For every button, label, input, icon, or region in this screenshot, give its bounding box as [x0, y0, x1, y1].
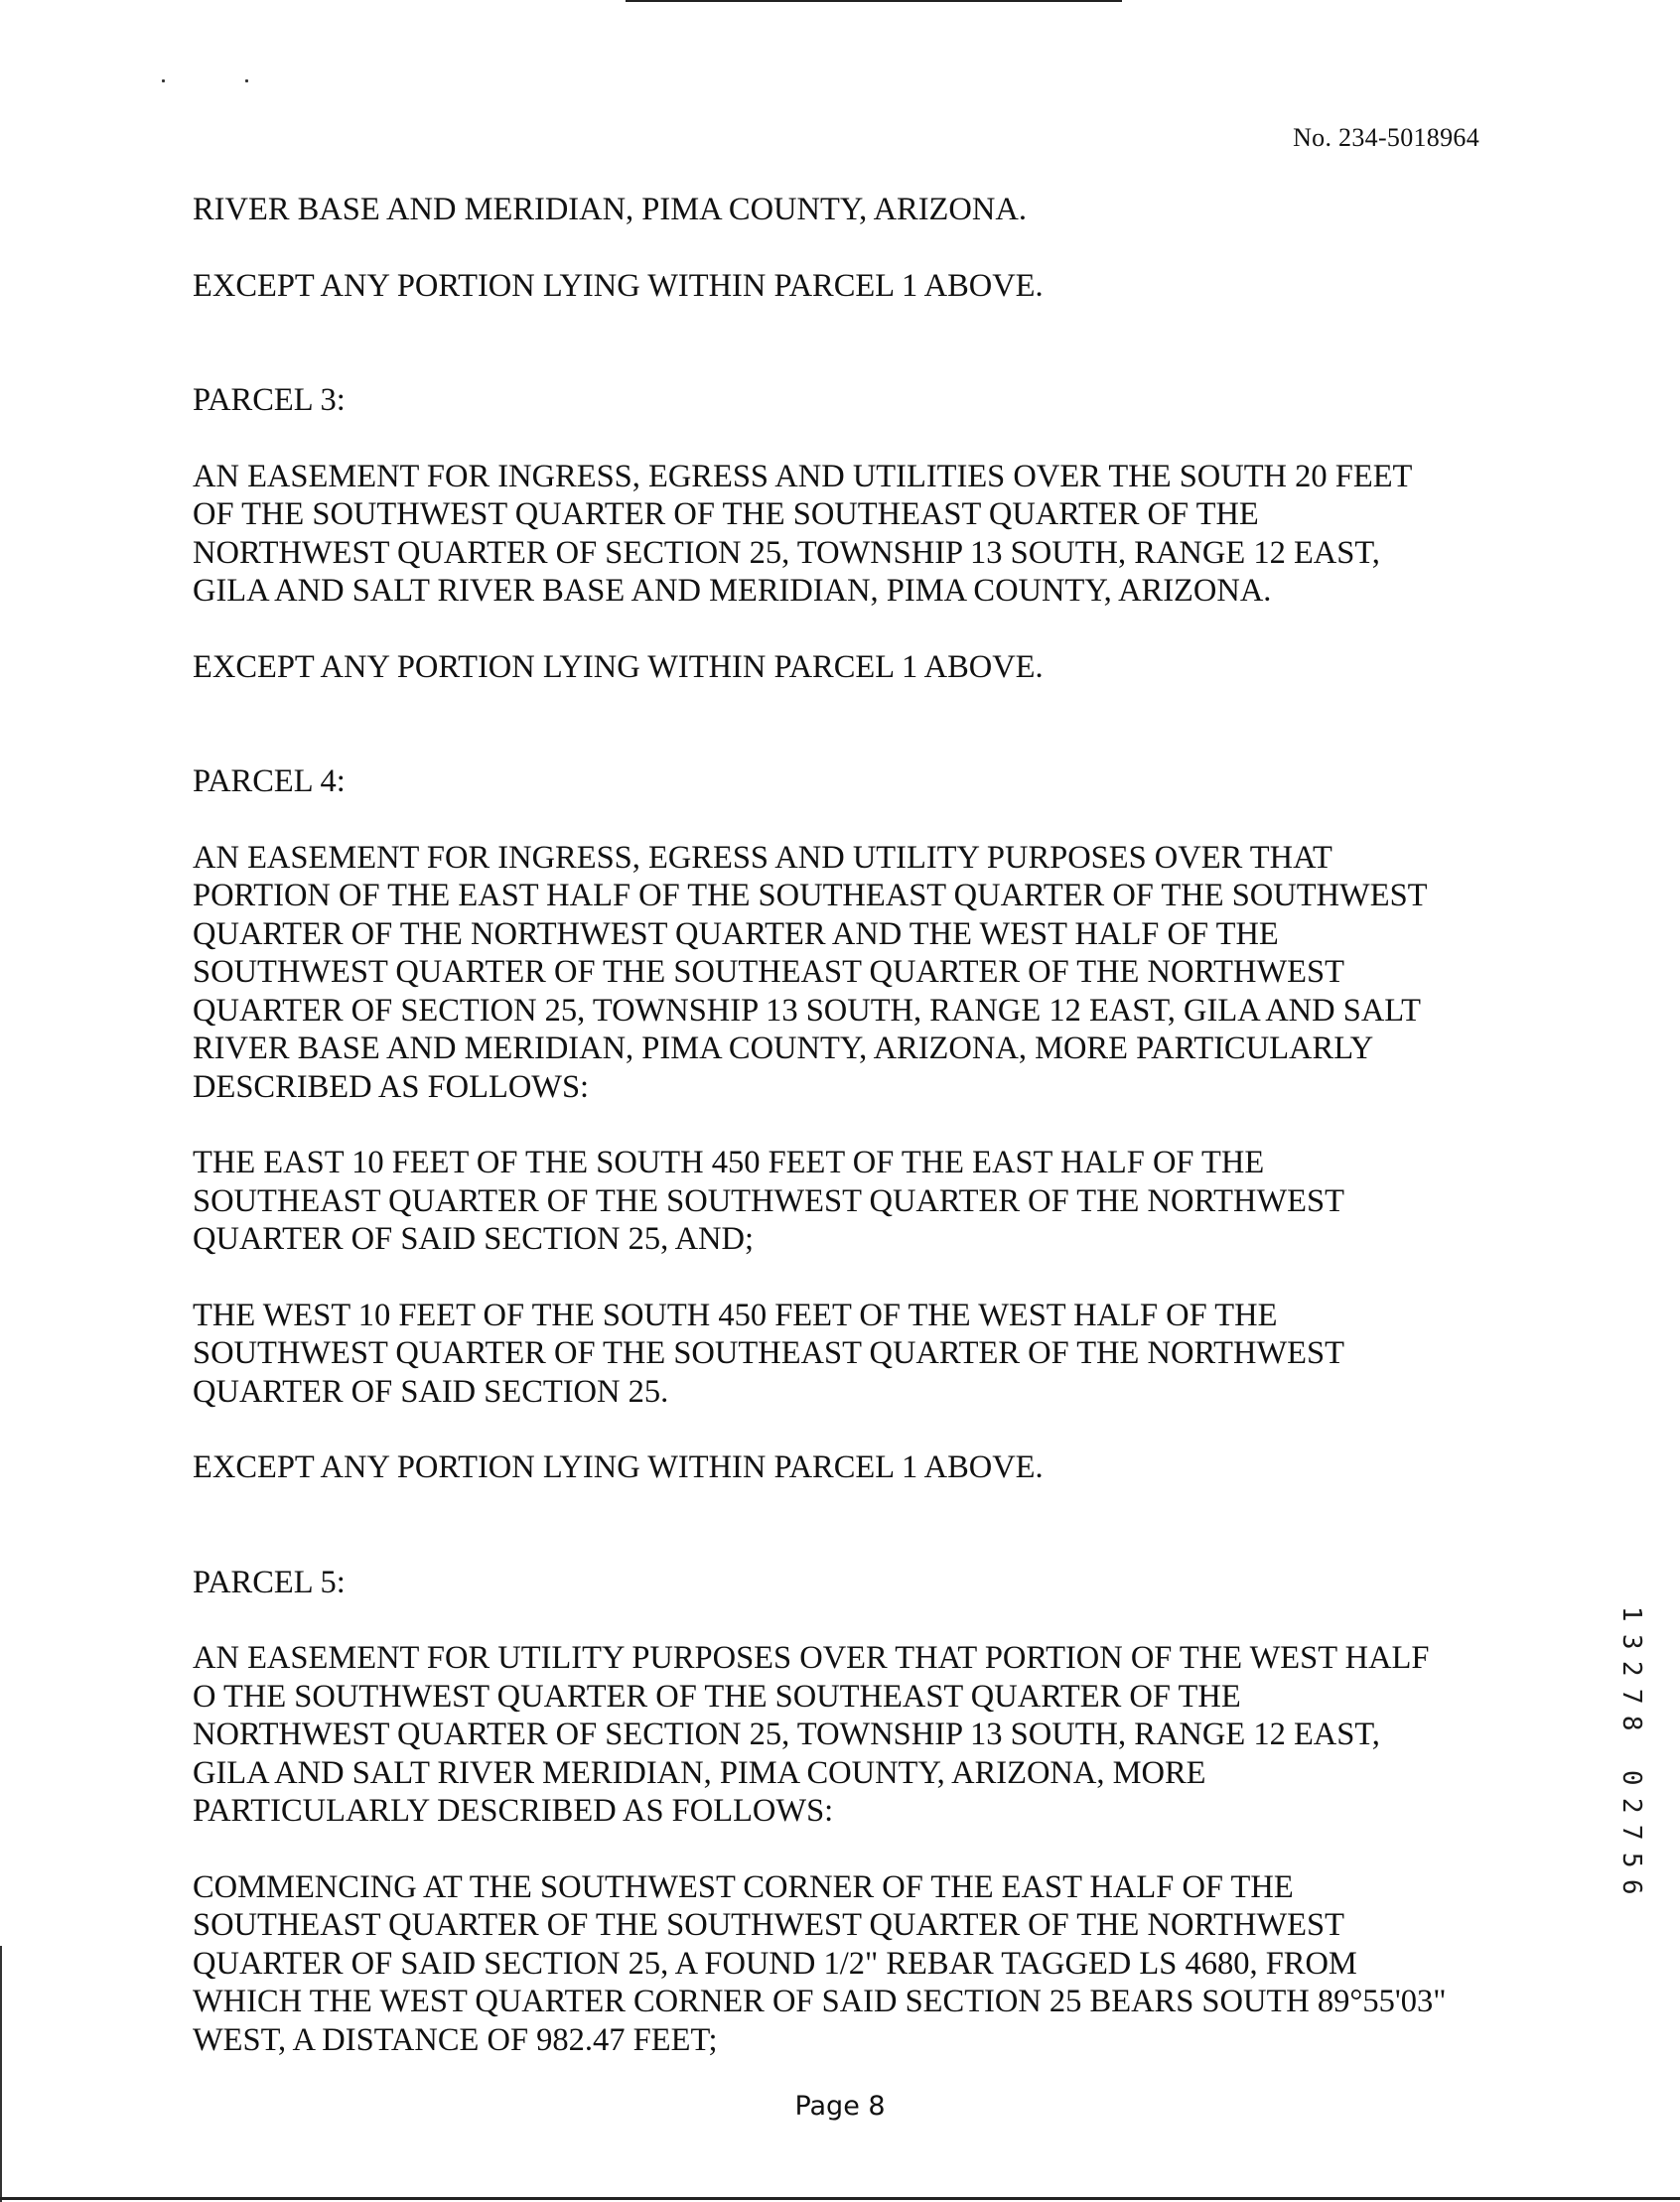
margin-stamp-glyph: 5 [1615, 1852, 1646, 1868]
margin-stamp-glyph: 2 [1615, 1660, 1646, 1677]
paragraph: EXCEPT ANY PORTION LYING WITHIN PARCEL 1 ABOVE. [193, 1449, 1044, 1485]
paragraph: AN EASEMENT FOR UTILITY PURPOSES OVER THAT PORTION OF THE WEST HALF O THE SOUTHWEST QUARTER OF THE SOUTHEAST QUARTER OF THE NORTHWEST QUARTER OF SECTION 25, TOWNSHIP 13 SOUTH, RANGE 12 EAST, GILA AND SALT RIVER MERIDIAN, PIMA COUNTY, ARIZONA, MORE PARTICULARLY DESCRIBED AS FOLLOWS: [193, 1640, 1430, 1829]
margin-stamp-glyph: 7 [1615, 1824, 1646, 1841]
scan-bottom-edge [0, 2197, 1680, 2200]
margin-stamp-glyph: 0 [1615, 1769, 1646, 1786]
margin-stamp-glyph: 2 [1615, 1797, 1646, 1814]
margin-stamp-glyph: 1 [1615, 1605, 1646, 1622]
margin-recording-stamp [1610, 1600, 1650, 1901]
page-number: Page 8 [794, 2091, 886, 2122]
paragraph: EXCEPT ANY PORTION LYING WITHIN PARCEL 1 ABOVE. [193, 267, 1044, 304]
margin-stamp-glyph: 6 [1615, 1878, 1646, 1895]
paragraph: AN EASEMENT FOR INGRESS, EGRESS AND UTILITY PURPOSES OVER THAT PORTION OF THE EAST HALF OF THE SOUTHEAST QUARTER OF THE SOUTHWEST QUARTER OF THE NORTHWEST QUARTER AND THE WEST HALF OF THE SOUTHWEST QUARTER OF THE SOUTHEAST QUARTER OF THE NORTHWEST QUARTER OF SECTION 25, TOWNSHIP 13 SOUTH, RANGE 12 EAST, GILA AND SALT RIVER BASE AND MERIDIAN, PIMA COUNTY, ARIZONA, MORE PARTICULARLY DESCRIBED AS FOLLOWS: [193, 839, 1428, 1105]
paragraph: EXCEPT ANY PORTION LYING WITHIN PARCEL 1 ABOVE. [193, 648, 1044, 685]
paragraph: THE WEST 10 FEET OF THE SOUTH 450 FEET OF THE WEST HALF OF THE SOUTHWEST QUARTER OF THE SOUTHEAST QUARTER OF THE NORTHWEST QUARTER OF SAID SECTION 25. [193, 1297, 1344, 1410]
scan-speck [162, 79, 165, 82]
document-number: No. 234-5018964 [1293, 123, 1479, 152]
margin-stamp-glyph: 7 [1615, 1688, 1646, 1705]
margin-stamp-glyph: 8 [1615, 1715, 1646, 1731]
parcel-heading: PARCEL 3: [193, 382, 346, 418]
paragraph: AN EASEMENT FOR INGRESS, EGRESS AND UTILITIES OVER THE SOUTH 20 FEET OF THE SOUTHWEST QUARTER OF THE SOUTHEAST QUARTER OF THE NORTHWEST QUARTER OF SECTION 25, TOWNSHIP 13 SOUTH, RANGE 12 EAST, GILA AND SALT RIVER BASE AND MERIDIAN, PIMA COUNTY, ARIZONA. [193, 458, 1413, 609]
document-body [193, 191, 1503, 2097]
paragraph: COMMENCING AT THE SOUTHWEST CORNER OF THE EAST HALF OF THE SOUTHEAST QUARTER OF THE SOUTHWEST QUARTER OF THE NORTHWEST QUARTER OF SAID SECTION 25, A FOUND 1/2" REBAR TAGGED LS 4680, FROM WHICH THE WEST QUARTER CORNER OF SAID SECTION 25 BEARS SOUTH 89°55'03" WEST, A DISTANCE OF 982.47 FEET; [193, 1868, 1447, 2058]
parcel-heading: PARCEL 4: [193, 763, 346, 799]
scan-speck [245, 79, 248, 82]
paragraph: RIVER BASE AND MERIDIAN, PIMA COUNTY, ARIZONA. [193, 192, 1027, 227]
scan-top-rule [626, 0, 1122, 2]
paragraph: THE EAST 10 FEET OF THE SOUTH 450 FEET OF THE EAST HALF OF THE SOUTHEAST QUARTER OF THE SOUTHWEST QUARTER OF THE NORTHWEST QUARTER OF SAID SECTION 25, AND; [193, 1145, 1344, 1257]
margin-stamp-glyph: 3 [1615, 1633, 1646, 1650]
scan-left-edge [0, 1946, 2, 2202]
parcel-heading: PARCEL 5: [193, 1564, 346, 1600]
